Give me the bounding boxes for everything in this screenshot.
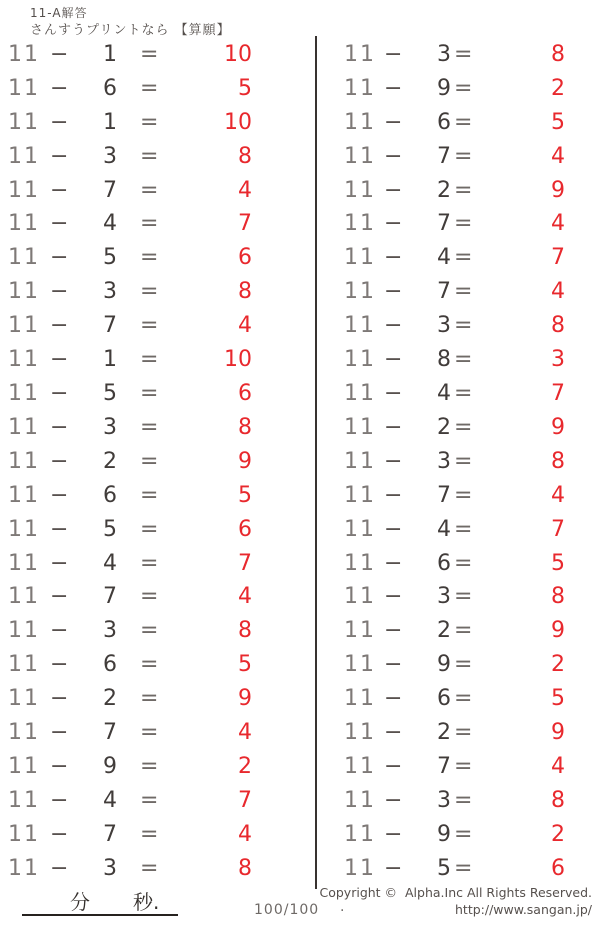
minus-operator: − [50, 245, 69, 271]
subtrahend: 1 [103, 41, 117, 67]
answer: 5 [238, 482, 252, 508]
problem-row [0, 208, 600, 242]
answer: 4 [238, 177, 252, 203]
answer: 9 [551, 414, 565, 440]
minus-operator: − [384, 516, 403, 542]
minus-operator: − [384, 787, 403, 813]
problem-row [0, 309, 600, 343]
equals-sign: = [454, 855, 473, 881]
equals-sign: = [454, 211, 473, 237]
minuend: 11 [8, 753, 40, 779]
minus-operator: − [50, 109, 69, 135]
minuend: 11 [344, 143, 376, 169]
equals-sign: = [454, 245, 473, 271]
answer: 4 [551, 279, 565, 305]
minus-operator: − [384, 482, 403, 508]
subtrahend: 3 [103, 414, 117, 440]
minuend: 11 [8, 821, 40, 847]
problem-row [0, 716, 600, 750]
equals-sign: = [140, 177, 159, 203]
problem-row [0, 682, 600, 716]
problem-row [0, 445, 600, 479]
answer: 8 [551, 787, 565, 813]
answer: 6 [238, 381, 252, 407]
subtrahend: 6 [103, 652, 117, 678]
problem-row [0, 343, 600, 377]
minuend: 11 [344, 347, 376, 373]
answer: 6 [551, 855, 565, 881]
subtrahend: 2 [437, 720, 451, 746]
subtrahend: 1 [103, 109, 117, 135]
problem-row [0, 140, 600, 174]
subtrahend: 7 [103, 313, 117, 339]
minuend: 11 [8, 448, 40, 474]
minus-operator: − [50, 41, 69, 67]
minuend: 11 [8, 279, 40, 305]
subtrahend: 6 [437, 550, 451, 576]
problem-row [0, 72, 600, 106]
equals-sign: = [454, 143, 473, 169]
equals-sign: = [140, 482, 159, 508]
minuend: 11 [344, 279, 376, 305]
page-subtitle: さんすうプリントなら 【算願】 [30, 23, 231, 38]
subtrahend: 3 [437, 787, 451, 813]
subtrahend: 4 [437, 245, 451, 271]
minus-operator: − [50, 279, 69, 305]
answer: 7 [551, 516, 565, 542]
answer: 5 [551, 109, 565, 135]
equals-sign: = [140, 652, 159, 678]
problem-row [0, 174, 600, 208]
minuend: 11 [344, 109, 376, 135]
problem-row [0, 818, 600, 852]
minuend: 11 [344, 516, 376, 542]
minuend: 11 [8, 686, 40, 712]
problem-row [0, 377, 600, 411]
subtrahend: 7 [103, 720, 117, 746]
minuend: 11 [344, 177, 376, 203]
answer: 9 [238, 448, 252, 474]
minus-operator: − [384, 211, 403, 237]
minus-operator: − [50, 448, 69, 474]
answer: 10 [224, 347, 252, 373]
minus-operator: − [384, 584, 403, 610]
answer: 2 [551, 75, 565, 101]
subtrahend: 9 [437, 821, 451, 847]
subtrahend: 3 [103, 855, 117, 881]
score-text: 100/100 [254, 902, 320, 918]
minuend: 11 [8, 584, 40, 610]
answer: 8 [238, 143, 252, 169]
answer: 9 [238, 686, 252, 712]
equals-sign: = [140, 279, 159, 305]
answer: 4 [551, 143, 565, 169]
equals-sign: = [454, 109, 473, 135]
answer: 7 [238, 787, 252, 813]
subtrahend: 9 [437, 75, 451, 101]
equals-sign: = [140, 855, 159, 881]
problem-row [0, 648, 600, 682]
answer: 7 [238, 550, 252, 576]
minus-operator: − [50, 821, 69, 847]
answer: 4 [238, 821, 252, 847]
subtrahend: 6 [103, 482, 117, 508]
answer: 5 [238, 652, 252, 678]
minus-operator: − [50, 75, 69, 101]
minuend: 11 [344, 313, 376, 339]
minuend: 11 [8, 652, 40, 678]
subtrahend: 7 [437, 753, 451, 779]
answer: 7 [238, 211, 252, 237]
equals-sign: = [454, 516, 473, 542]
minus-operator: − [50, 720, 69, 746]
subtrahend: 8 [437, 347, 451, 373]
subtrahend: 7 [437, 143, 451, 169]
equals-sign: = [140, 686, 159, 712]
answer: 5 [551, 686, 565, 712]
equals-sign: = [140, 211, 159, 237]
subtrahend: 7 [437, 279, 451, 305]
equals-sign: = [454, 686, 473, 712]
answer: 8 [551, 41, 565, 67]
equals-sign: = [454, 821, 473, 847]
answer: 7 [551, 381, 565, 407]
time-blank-underline [22, 914, 178, 916]
equals-sign: = [140, 245, 159, 271]
minus-operator: − [384, 618, 403, 644]
subtrahend: 4 [103, 787, 117, 813]
equals-sign: = [140, 347, 159, 373]
equals-sign: = [140, 313, 159, 339]
equals-sign: = [454, 618, 473, 644]
minuend: 11 [8, 855, 40, 881]
answer: 7 [551, 245, 565, 271]
minus-operator: − [384, 686, 403, 712]
subtrahend: 4 [437, 516, 451, 542]
equals-sign: = [454, 584, 473, 610]
minuend: 11 [344, 686, 376, 712]
minus-operator: − [384, 652, 403, 678]
minus-operator: − [384, 855, 403, 881]
minuend: 11 [8, 550, 40, 576]
minus-operator: − [384, 109, 403, 135]
equals-sign: = [454, 414, 473, 440]
minuend: 11 [8, 211, 40, 237]
subtrahend: 9 [103, 753, 117, 779]
problems-column-right [0, 38, 600, 886]
minuend: 11 [8, 516, 40, 542]
column-divider-line [315, 36, 317, 889]
equals-sign: = [140, 550, 159, 576]
minus-operator: − [384, 245, 403, 271]
equals-sign: = [454, 313, 473, 339]
subtrahend: 3 [437, 584, 451, 610]
answer: 8 [238, 855, 252, 881]
equals-sign: = [454, 381, 473, 407]
minus-operator: − [384, 143, 403, 169]
problem-row [0, 241, 600, 275]
subtrahend: 3 [437, 41, 451, 67]
seconds-label: 秒. [133, 890, 160, 914]
subtrahend: 9 [437, 652, 451, 678]
equals-sign: = [140, 618, 159, 644]
equals-sign: = [454, 652, 473, 678]
answer: 4 [238, 313, 252, 339]
subtrahend: 1 [103, 347, 117, 373]
subtrahend: 7 [437, 211, 451, 237]
minuend: 11 [8, 482, 40, 508]
minuend: 11 [344, 381, 376, 407]
footer-dot: . [340, 899, 345, 915]
minus-operator: − [384, 753, 403, 779]
subtrahend: 5 [437, 855, 451, 881]
equals-sign: = [454, 753, 473, 779]
site-url-text: http://www.sangan.jp/ [455, 902, 592, 917]
minus-operator: − [50, 482, 69, 508]
problem-row [0, 547, 600, 581]
equals-sign: = [140, 381, 159, 407]
equals-sign: = [140, 720, 159, 746]
minus-operator: − [50, 787, 69, 813]
problem-row [0, 513, 600, 547]
subtrahend: 7 [103, 177, 117, 203]
subtrahend: 6 [437, 109, 451, 135]
problem-row [0, 479, 600, 513]
equals-sign: = [454, 41, 473, 67]
minuend: 11 [8, 177, 40, 203]
subtrahend: 7 [103, 821, 117, 847]
equals-sign: = [140, 821, 159, 847]
equals-sign: = [140, 584, 159, 610]
answer: 8 [551, 584, 565, 610]
answer: 5 [238, 75, 252, 101]
answer: 4 [238, 584, 252, 610]
subtrahend: 2 [103, 448, 117, 474]
minus-operator: − [50, 177, 69, 203]
minuend: 11 [8, 313, 40, 339]
minus-operator: − [50, 550, 69, 576]
equals-sign: = [140, 516, 159, 542]
minuend: 11 [344, 211, 376, 237]
subtrahend: 3 [437, 313, 451, 339]
problem-row [0, 614, 600, 648]
minuend: 11 [344, 414, 376, 440]
minuend: 11 [344, 753, 376, 779]
minus-operator: − [50, 347, 69, 373]
answer: 4 [238, 720, 252, 746]
minus-operator: − [50, 855, 69, 881]
minus-operator: − [384, 313, 403, 339]
subtrahend: 5 [103, 516, 117, 542]
answer: 9 [551, 720, 565, 746]
answer: 2 [551, 652, 565, 678]
minuend: 11 [344, 855, 376, 881]
minuend: 11 [344, 720, 376, 746]
minuend: 11 [8, 41, 40, 67]
subtrahend: 6 [437, 686, 451, 712]
subtrahend: 5 [103, 381, 117, 407]
answer: 8 [238, 279, 252, 305]
answer: 10 [224, 109, 252, 135]
problem-row [0, 784, 600, 818]
answer: 9 [551, 618, 565, 644]
subtrahend: 5 [103, 245, 117, 271]
equals-sign: = [140, 414, 159, 440]
subtrahend: 7 [437, 482, 451, 508]
subtrahend: 6 [103, 75, 117, 101]
minus-operator: − [384, 177, 403, 203]
minuend: 11 [8, 109, 40, 135]
page-title: 11-A解答 [30, 6, 88, 20]
problem-row [0, 852, 600, 886]
minuend: 11 [8, 245, 40, 271]
minuend: 11 [344, 618, 376, 644]
answer: 4 [551, 211, 565, 237]
answer: 8 [551, 313, 565, 339]
equals-sign: = [454, 720, 473, 746]
answer: 2 [238, 753, 252, 779]
minuend: 11 [8, 143, 40, 169]
minuend: 11 [344, 245, 376, 271]
answer: 6 [238, 245, 252, 271]
minus-operator: − [384, 550, 403, 576]
equals-sign: = [454, 448, 473, 474]
equals-sign: = [454, 550, 473, 576]
equals-sign: = [140, 753, 159, 779]
minutes-label: 分 [70, 890, 90, 914]
equals-sign: = [140, 787, 159, 813]
answer: 3 [551, 347, 565, 373]
equals-sign: = [140, 109, 159, 135]
minuend: 11 [8, 720, 40, 746]
problem-row [0, 106, 600, 140]
minus-operator: − [50, 516, 69, 542]
minus-operator: − [384, 279, 403, 305]
minus-operator: − [384, 381, 403, 407]
minuend: 11 [344, 821, 376, 847]
answer: 9 [551, 177, 565, 203]
equals-sign: = [140, 75, 159, 101]
subtrahend: 3 [103, 279, 117, 305]
subtrahend: 3 [103, 618, 117, 644]
minus-operator: − [384, 75, 403, 101]
answer: 8 [551, 448, 565, 474]
equals-sign: = [454, 482, 473, 508]
equals-sign: = [454, 177, 473, 203]
subtrahend: 7 [103, 584, 117, 610]
equals-sign: = [140, 41, 159, 67]
minuend: 11 [344, 448, 376, 474]
minus-operator: − [50, 753, 69, 779]
subtrahend: 2 [437, 177, 451, 203]
minus-operator: − [50, 652, 69, 678]
minus-operator: − [50, 143, 69, 169]
minus-operator: − [50, 414, 69, 440]
minuend: 11 [8, 618, 40, 644]
minus-operator: − [384, 720, 403, 746]
minus-operator: − [384, 414, 403, 440]
minuend: 11 [8, 787, 40, 813]
subtrahend: 3 [437, 448, 451, 474]
minus-operator: − [50, 686, 69, 712]
minus-operator: − [50, 381, 69, 407]
minus-operator: − [50, 618, 69, 644]
equals-sign: = [454, 279, 473, 305]
answer: 8 [238, 414, 252, 440]
subtrahend: 4 [437, 381, 451, 407]
answer: 10 [224, 41, 252, 67]
equals-sign: = [140, 143, 159, 169]
minuend: 11 [344, 787, 376, 813]
answer: 8 [238, 618, 252, 644]
minuend: 11 [344, 652, 376, 678]
subtrahend: 2 [437, 414, 451, 440]
minus-operator: − [384, 821, 403, 847]
problem-row [0, 750, 600, 784]
subtrahend: 2 [437, 618, 451, 644]
subtrahend: 4 [103, 211, 117, 237]
answer: 6 [238, 516, 252, 542]
answer: 5 [551, 550, 565, 576]
subtrahend: 4 [103, 550, 117, 576]
minuend: 11 [344, 75, 376, 101]
minuend: 11 [8, 75, 40, 101]
problem-row [0, 275, 600, 309]
problem-row [0, 581, 600, 615]
minus-operator: − [384, 347, 403, 373]
minus-operator: − [50, 313, 69, 339]
minuend: 11 [8, 414, 40, 440]
equals-sign: = [140, 448, 159, 474]
copyright-text: Copyright © Alpha.Inc All Rights Reserved. [319, 885, 592, 900]
minuend: 11 [8, 347, 40, 373]
minus-operator: − [50, 211, 69, 237]
minuend: 11 [344, 550, 376, 576]
equals-sign: = [454, 347, 473, 373]
answer: 4 [551, 753, 565, 779]
answer: 4 [551, 482, 565, 508]
minuend: 11 [344, 584, 376, 610]
minuend: 11 [344, 41, 376, 67]
minus-operator: − [50, 584, 69, 610]
minuend: 11 [8, 381, 40, 407]
equals-sign: = [454, 787, 473, 813]
subtrahend: 3 [103, 143, 117, 169]
answer: 2 [551, 821, 565, 847]
minus-operator: − [384, 41, 403, 67]
equals-sign: = [454, 75, 473, 101]
subtrahend: 2 [103, 686, 117, 712]
minus-operator: − [384, 448, 403, 474]
problem-row [0, 38, 600, 72]
minuend: 11 [344, 482, 376, 508]
problem-row [0, 411, 600, 445]
